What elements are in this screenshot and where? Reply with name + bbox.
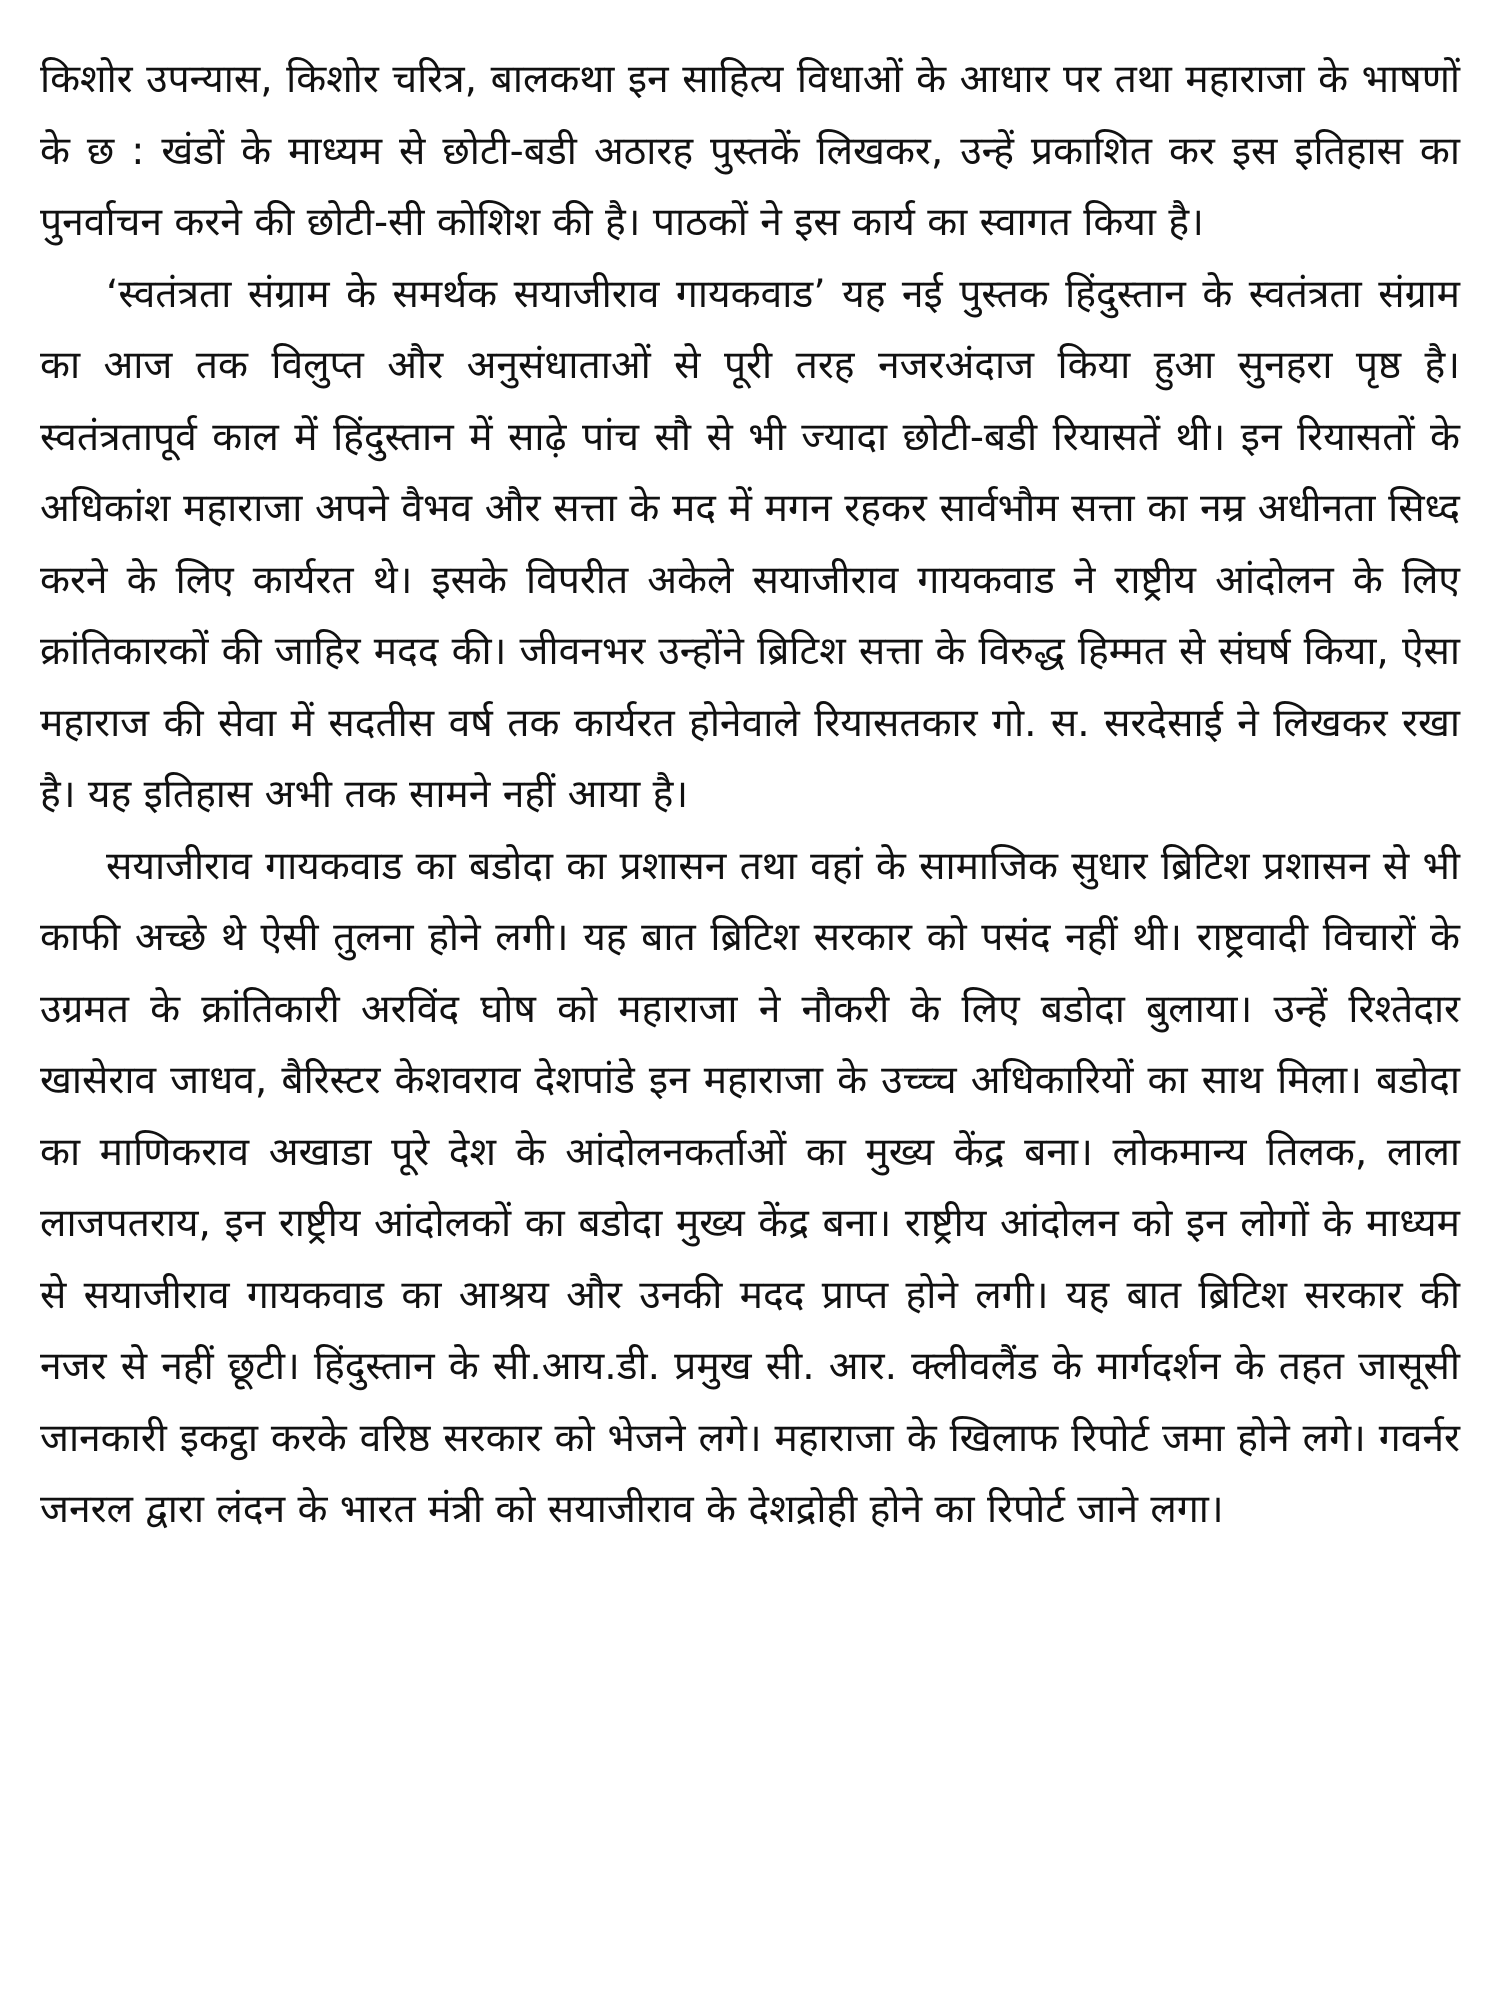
paragraph-2: ‘स्वतंत्रता संग्राम के समर्थक सयाजीराव गायकवाड’ यह नई पुस्तक हिंदुस्तान के स्वतंत्रता संग्राम का आज तक विलुप्त और अनुसंधाताओं से पूरी तरह नजरअंदाज किया हुआ सुनहरा पृष्ठ है। स्वतंत्रतापूर्व काल में हिंदुस्तान में साढ़े पांच सौ से भी ज्यादा छोटी-बडी रियासतें थी। इन रियासतों के अधिकांश महाराजा अपने वैभव और सत्ता के मद में मगन रहकर सार्वभौम सत्ता का नम्र अधीनता सिध्द करने के लिए कार्यरत थे। इसके विपरीत अकेले सयाजीराव गायकवाड ने राष्ट्रीय आंदोलन के लिए क्रांतिकारकों की जाहिर मदद की। जीवनभर उन्होंने ब्रिटिश सत्ता के विरुद्ध हिम्मत से संघर्ष किया, ऐसा महाराज की सेवा में सदतीस वर्ष तक कार्यरत होनेवाले रियासतकार गो. स. सरदेसाई ने लिखकर रखा है। यह इतिहास अभी तक सामने नहीं आया है।	[40, 271, 1460, 817]
paragraph-3: सयाजीराव गायकवाड का बडोदा का प्रशासन तथा वहां के सामाजिक सुधार ब्रिटिश प्रशासन से भी काफी अच्छे थे ऐसी तुलना होने लगी। यह बात ब्रिटिश सरकार को पसंद नहीं थी। राष्ट्रवादी विचारों के उग्रमत के क्रांतिकारी अरविंद घोष को महाराजा ने नौकरी के लिए बडोदा बुलाया। उन्हें रिश्तेदार खासेराव जाधव, बैरिस्टर केशवराव देशपांडे इन महाराजा के उच्च्च अधिकारियों का साथ मिला। बडोदा का माणिकराव अखाडा पूरे देश के आंदोलनकर्ताओं का मुख्य केंद्र बना। लोकमान्य तिलक, लाला लाजपतराय, इन राष्ट्रीय आंदोलकों का बडोदा मुख्य केंद्र बना। राष्ट्रीय आंदोलन को इन लोगों के माध्यम से सयाजीराव गायकवाड का आश्रय और उनकी मदद प्राप्त होने लगी। यह बात ब्रिटिश सरकार की नजर से नहीं छूटी। हिंदुस्तान के सी.आय.डी. प्रमुख सी. आर. क्लीवलैंड के मार्गदर्शन के तहत जासूसी जानकारी इकट्ठा करके वरिष्ठ सरकार को भेजने लगे। महाराजा के खिलाफ रिपोर्ट जमा होने लगे। गवर्नर जनरल द्वारा लंदन के भारत मंत्री को सयाजीराव के देशद्रोही होने का रिपोर्ट जाने लगा।	[40, 843, 1460, 1532]
document-page	[40, 44, 1460, 1546]
paragraph-1: किशोर उपन्यास, किशोर चरित्र, बालकथा इन साहित्य विधाओं के आधार पर तथा महाराजा के भाषणों के छ : खंडों के माध्यम से छोटी-बडी अठारह पुस्तकें लिखकर, उन्हें प्रकाशित कर इस इतिहास का पुनर्वाचन करने की छोटी-सी कोशिश की है। पाठकों ने इस कार्य का स्वागत किया है।	[40, 57, 1460, 245]
